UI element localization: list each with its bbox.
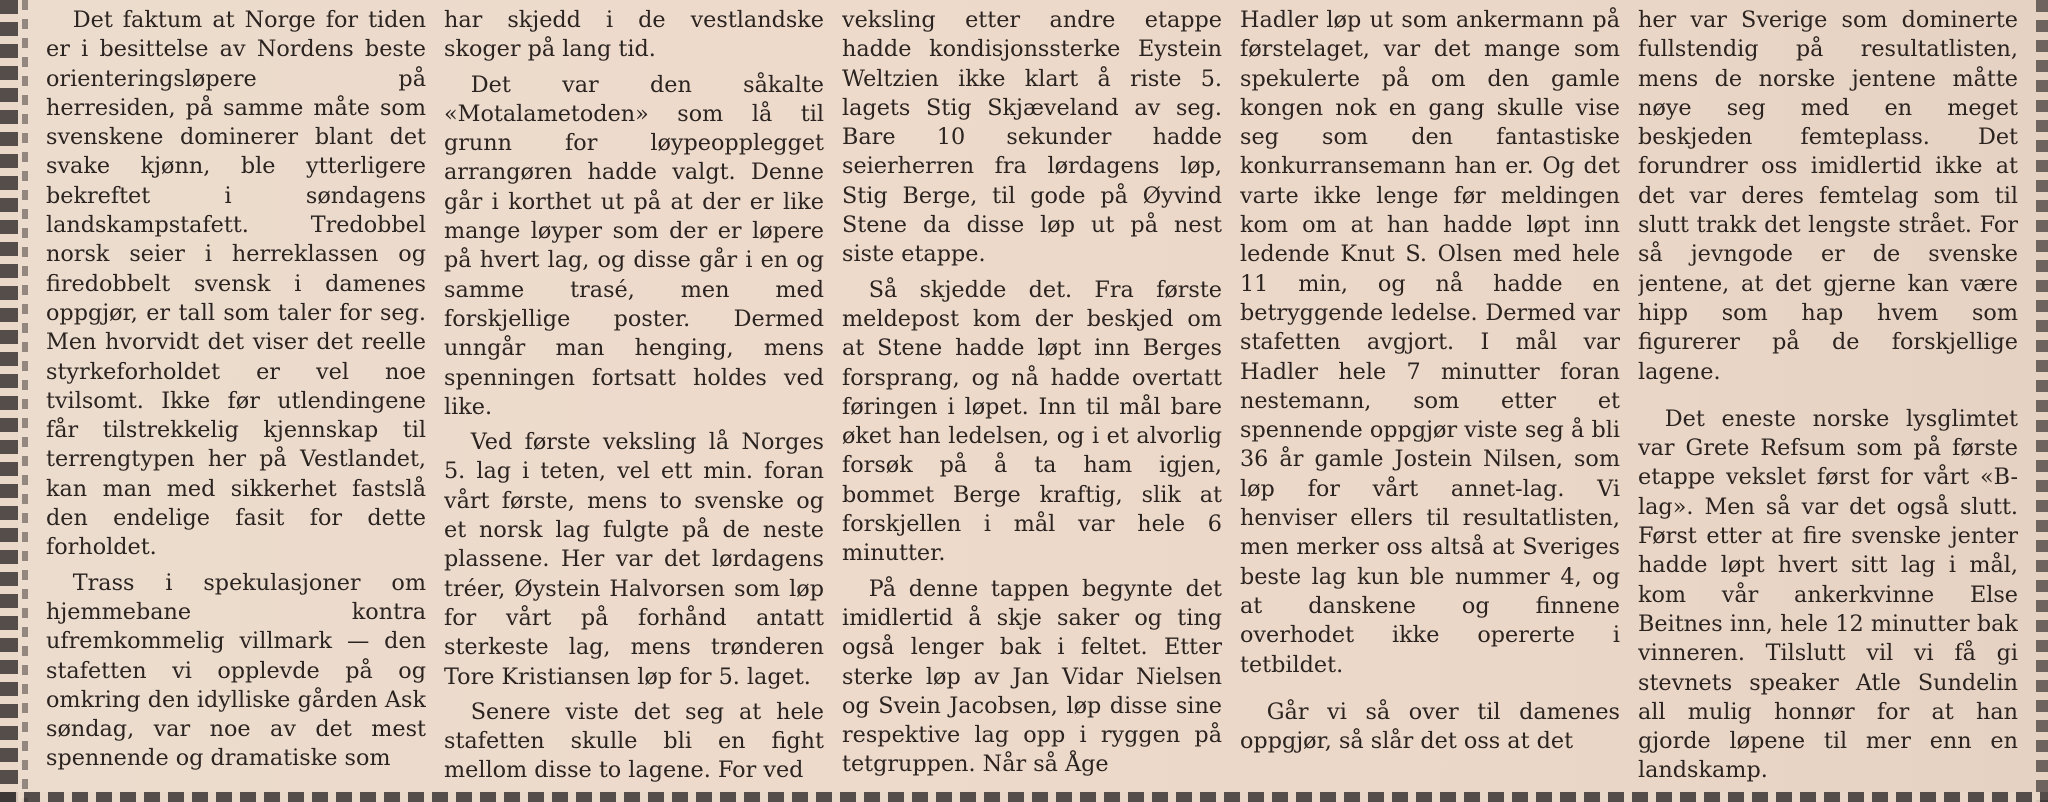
article-columns [46,6,2018,786]
paragraph: På denne tappen begynte det imidlertid å skje saker og ting også lenger bak i feltet. Etter sterke løp av Jan Vidar Nielsen og Svein Jacobsen, løp disse sine respektive lag opp i ryggen på tetgruppen. Når så Åge [842,575,1222,778]
paragraph: her var Sverige som dominerte fullstendig på resultatlisten, mens de norske jentene måtte nøye seg med en meget beskjeden femteplass. Det forundrer oss imidlertid ikke at det var deres femtelag som til slutt trakk det lengste strået. For så jevngode er de svenske jentene, at det gjerne kan være hipp som hap hvem som figurerer på de forskjellige lagene. [1638,7,2018,385]
article-column-5 [1638,6,2018,786]
paragraph: Trass i spekulasjoner om hjemmebane kontra ufremkommelig villmark — den stafetten vi opplevde på og omkring den idylliske gården Ask søndag, var noe av det mest spennende og dramatiske som [46,569,426,772]
article-column-1 [46,6,426,786]
paragraph: Går vi så over til damenes oppgjør, så slår det oss at det [1240,698,1620,755]
paragraph: veksling etter andre etappe hadde kondisjonssterke Eystein Weltzien ikke klart å riste 5. lagets Stig Skjæveland av seg. Bare 10 sekunder hadde seierherren fra lørdagens løp, Stig Berge, til gode på Øyvind Stene da disse løp ut på nest siste etappe. [842,7,1222,268]
paragraph: Hadler løp ut som ankermann på førstelaget, var det mange som spekulerte på om den gamle kongen nok en gang skulle vise seg som den fantastiske konkurransemann han er. Og det varte ikke lenge før meldingen kom om at han hadde løpt inn ledende Knut S. Olsen med hele 11 min, og nå hadde en betryggende ledelse. Dermed var stafetten avgjort. I mål var Hadler hele 7 minutter foran nestemann, som etter et spennende oppgjør viste seg å bli 36 år gamle Jostein Nilsen, som løp for vårt annet-lag. Vi henviser ellers til resultatlisten, men merker oss altså at Sveriges beste lag kun ble nummer 4, og at danskene og finnene overhodet ikke opererte i tetbildet. [1240,7,1620,678]
article-column-4 [1240,6,1620,786]
perforated-left-edge [0,0,18,802]
paragraph: Så skjedde det. Fra første meldepost kom der beskjed om at Stene hadde løpt inn Berges forsprang, og nå hadde overtatt føringen i løpet. Inn til mål bare øket han ledelsen, og i et alvorlig forsøk på å ta ham igjen, bommet Berge kraftig, slik at forskjellen i mål var hele 6 minutter. [842,276,1222,567]
paragraph: Det var den såkalte «Motalametoden» som lå til grunn for løypeopplegget arrangøren hadde valgt. Denne går i korthet ut på at der er like mange løyper som der er løpere på hvert lag, og disse går i en og samme trasé, men med forskjellige poster. Dermed unngår man henging, mens spenningen fortsatt holdes ved like. [444,71,824,420]
paragraph: Senere viste det seg at hele stafetten skulle bli en fight mellom disse to lagene. For ved [444,698,824,784]
article-column-2 [444,6,824,786]
article-column-3 [842,6,1222,786]
perforated-right-edge [2036,0,2048,802]
paragraph: Det eneste norske lysglimtet var Grete Refsum som på første etappe vekslet først for vårt «B-lag». Men så var det også slutt. Først etter at fire svenske jenter hadde løpt hvert sitt lag i mål, kom vår ankerkvinne Else Beitnes inn, hele 12 minutter bak vinneren. Tilslutt vil vi få gi stevnets speaker Atle Sundelin all mulig honnør for at han gjorde løpene til mer enn en landskamp. [1638,405,2018,784]
paragraph: Ved første veksling lå Norges 5. lag i teten, vel ett min. foran vårt første, mens to svenske og et norsk lag fulgte på de neste plassene. Her var det lørdagens tréer, Øystein Halvorsen som løp for vårt på forhånd antatt sterkeste lag, mens trønderen Tore Kristiansen løp for 5. laget. [444,429,824,690]
paragraph: Det faktum at Norge for tiden er i besittelse av Nordens beste orienteringsløpere på herresiden, på samme måte som svenskene dominerer blant det svake kjønn, ble ytterligere bekreftet i søndagens landskampstafett. Tredobbel norsk seier i herreklassen og firedobbelt svensk i damenes oppgjør, er tall som taler for seg. Men hvorvidt det viser det reelle styrkeforholdet er vel noe tvilsomt. Ikke før utlendingene får tilstrekkelig kjennskap til terrengtypen her på Vestlandet, kan man med sikkerhet fastslå den endelige fasit for dette forholdet. [46,7,426,561]
perforated-bottom-edge [0,792,2048,802]
perforated-left-edge-inner [22,0,28,802]
paragraph: har skjedd i de vestlandske skoger på lang tid. [444,7,824,63]
